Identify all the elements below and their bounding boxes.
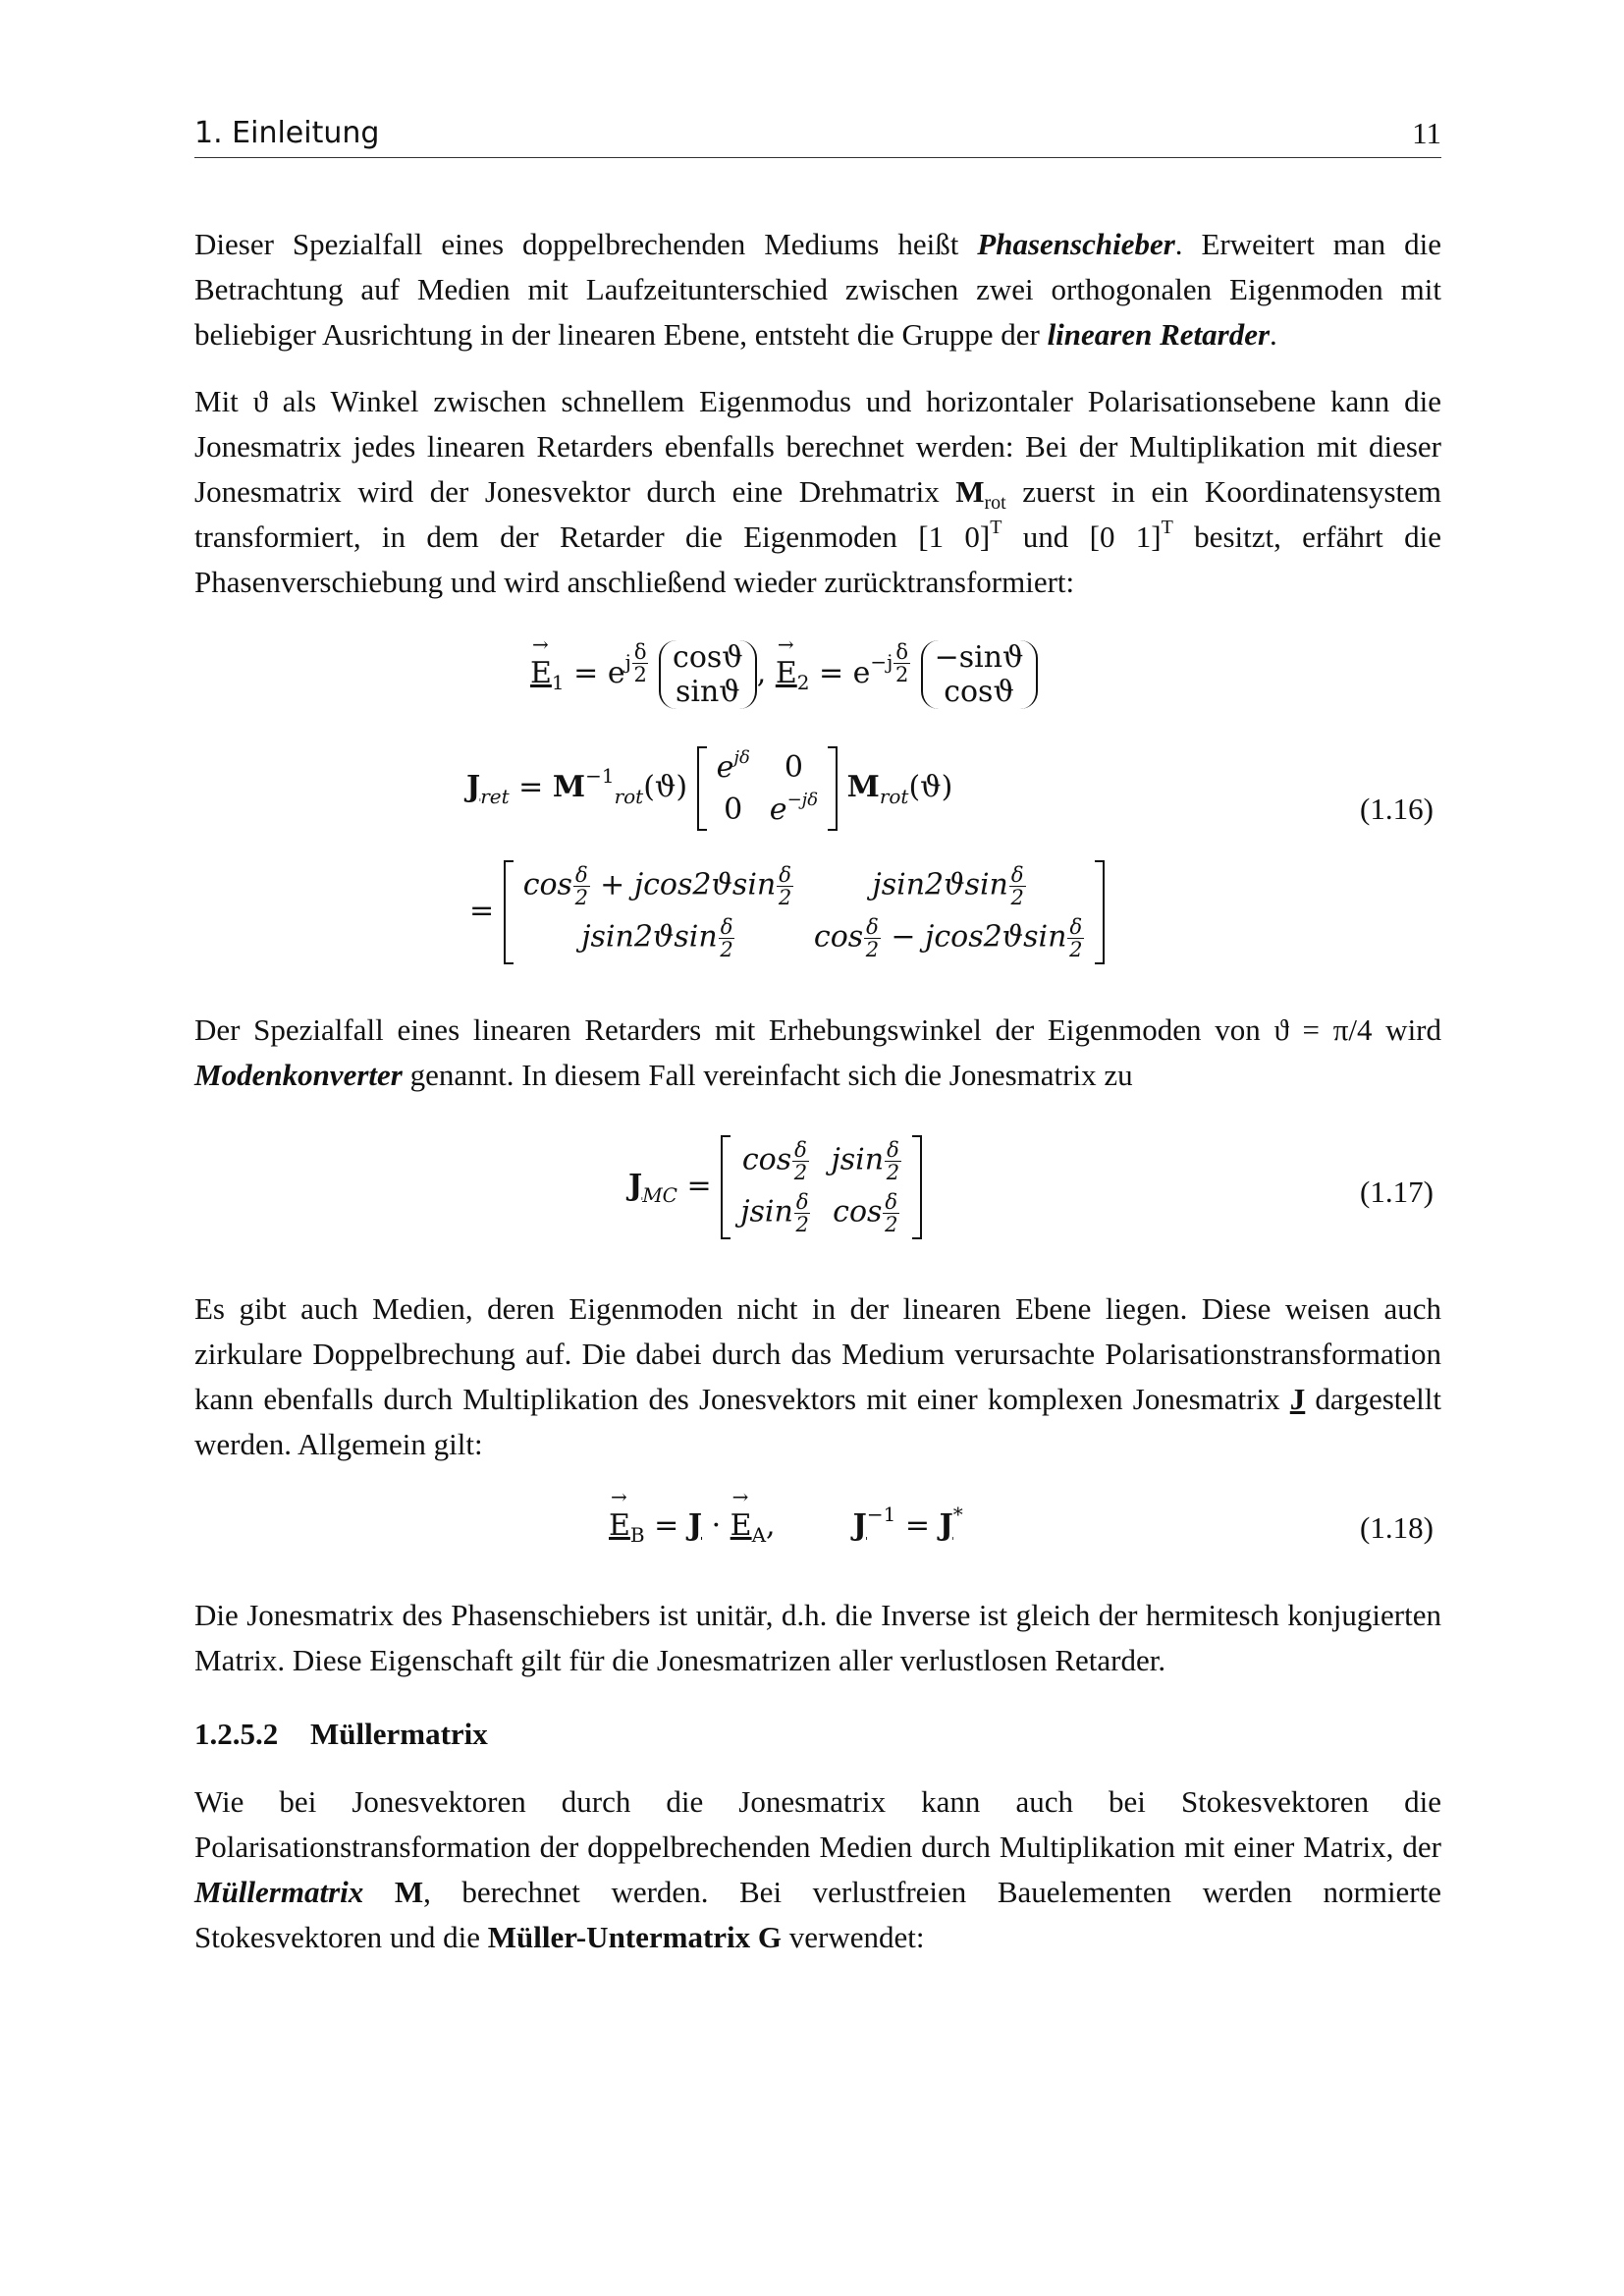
equation-1-18: → $E_B = J$ · → $E_A$, $J^{-1} = J^*$ (609, 1508, 963, 1543)
text: e (769, 793, 787, 827)
cell (514, 860, 804, 912)
text: Die Jonesmatrix des Phasenschiebers ist unitär, d.h. die Inverse ist gleich der hermitesch konjugierten Matrix. Diese Eigenschaft gilt für die Jonesmatrizen aller verlustlosen Retarder. (194, 1598, 1441, 1677)
cell: 0 (724, 793, 743, 827)
term-mueller-untermatrix: Müller-Untermatrix G (487, 1920, 783, 1954)
phase-matrix (697, 746, 838, 831)
numerator: δ (720, 915, 733, 939)
paragraph-muellermatrix (194, 1779, 1441, 1960)
denominator: 2 (793, 1161, 808, 1184)
m-symbol: M (552, 770, 586, 804)
text: e (716, 750, 734, 785)
superscript: −1 (866, 1503, 896, 1526)
text: besitzt, erfährt die Phasenverschiebung und wird anschließend wieder zurücktransformiert: (194, 519, 1441, 599)
paragraph-unitaer (194, 1593, 1441, 1683)
jones-matrix-retarder (504, 860, 1105, 964)
fraction (632, 641, 649, 685)
cell (707, 746, 760, 789)
denominator: 2 (574, 886, 588, 909)
denominator: 2 (886, 1161, 900, 1184)
section-number: 1.2.5.2 (194, 1717, 279, 1751)
symbol-j: J (1289, 1382, 1306, 1416)
running-header (194, 116, 1441, 158)
denominator: 2 (720, 938, 733, 961)
exponent: jδ (733, 747, 750, 768)
equation-1-16-line2: $J_{ret} = M^{-1}_{rot}(ϑ)$ $e^{j\delta}$ 0 0 $e^{-j\delta}$ $M_{rot}(ϑ)$ (466, 746, 952, 831)
superscript: * (952, 1503, 963, 1526)
cell (804, 912, 1095, 964)
text: + jcos2ϑsin (600, 867, 777, 902)
fraction (794, 1191, 811, 1235)
text: jsin2ϑsin (581, 919, 718, 955)
term-muellermatrix: Müllermatrix (194, 1875, 364, 1909)
superscript: −1 (585, 764, 615, 788)
fraction (864, 916, 881, 960)
text: cos (813, 919, 864, 955)
denominator: 2 (795, 1213, 809, 1236)
exponent: j (624, 650, 631, 674)
text: und [0 1] (1001, 519, 1162, 554)
fraction (883, 1191, 899, 1235)
chapter-title: 1. Einleitung (194, 116, 380, 150)
j-symbol: J (687, 1508, 703, 1543)
vector-1 (659, 640, 757, 709)
equation-number-1-16: (1.16) (1360, 792, 1434, 826)
fraction (1009, 864, 1026, 908)
subscript: rot (614, 785, 644, 808)
cell (514, 912, 804, 964)
term-linearen-retarder: linearen Retarder (1047, 317, 1271, 352)
denominator: 2 (1069, 938, 1083, 961)
cell (731, 1135, 821, 1187)
j-symbol: J (628, 1169, 643, 1203)
text: Mit ϑ als Winkel zwischen schnellem Eigenmodus und horizontaler Polarisationsebene kann die Jonesmatrix jedes linearen Retarders ebenfalls berechnet werden: Bei der Multiplikation mit dieser Jonesmatrix wird der Jonesvektor durch eine Drehmatrix (194, 384, 1441, 509)
ea-symbol: → E (731, 1508, 752, 1543)
page-number: 11 (1412, 116, 1441, 150)
text: . (1270, 317, 1277, 352)
text: Es gibt auch Medien, deren Eigenmoden nicht in der linearen Ebene liegen. Diese weisen auch zirkulare Doppelbrechung auf. Die dabei durch das Medium verursachte Polarisationstransformation kann ebenfalls durch Multiplikation des Jonesvektors mit einer komplexen Jonesmatrix (194, 1291, 1441, 1416)
equation-1-16-line3: = cos $\frac{\delta}{2}$ + jcos2ϑsin $\frac{\delta}{2}$ jsin2ϑsin $\frac{\delta}{2}$ jsin2ϑsin $\frac{\delta}{2}$ cos $\frac{\delta}{2}$ − jcos2ϑsin $\frac{\delta}{2}$ (469, 860, 1105, 964)
text: cos (833, 1194, 883, 1230)
subscript: rot (879, 785, 909, 808)
subscript: ret (480, 785, 510, 808)
j-symbol: J (852, 1508, 867, 1543)
text: dargestellt werden. Allgemein gilt: (194, 1382, 1441, 1461)
fraction (792, 1139, 809, 1183)
fraction (777, 864, 793, 908)
numerator: δ (887, 1138, 899, 1162)
superscript: T (990, 516, 1002, 538)
paragraph-phasenschieber (194, 222, 1441, 357)
term-phasenschieber: Phasenschieber (977, 227, 1175, 261)
cell: cosϑ (673, 640, 743, 675)
text: , berechnet werden. Bei verlustfreien Bauelementen werden normierte Stokesvektoren und die (194, 1875, 1442, 1954)
fraction (885, 1139, 901, 1183)
numerator: δ (885, 1190, 898, 1214)
cell (760, 789, 828, 831)
text: − jcos2ϑsin (891, 919, 1067, 955)
numerator: δ (1069, 915, 1083, 939)
equation-1-17: $J_{MC}$ = cos $\frac{\delta}{2}$ jsin $\frac{\delta}{2}$ jsin $\frac{\delta}{2}$ cos $\frac{\delta}{2}$ (628, 1135, 922, 1239)
subscript: 2 (796, 671, 810, 694)
text: Wie bei Jonesvektoren durch die Jonesmatrix kann auch bei Stokesvektoren die Polarisationstransformation der doppelbrechenden Medien durch Multiplikation mit einer Matrix, der (194, 1784, 1441, 1864)
j-symbol: J (939, 1508, 953, 1543)
numerator: δ (574, 863, 588, 887)
numerator: δ (779, 863, 791, 887)
subscript: MC (642, 1183, 677, 1207)
subscript: 1 (551, 671, 565, 694)
fraction (573, 864, 590, 908)
text: verwendet: (782, 1920, 925, 1954)
text: jsin2ϑsin (872, 867, 1008, 902)
numerator: δ (1010, 863, 1024, 887)
subscript: rot (984, 492, 1006, 515)
section-title: Müllermatrix (310, 1717, 488, 1751)
numerator: δ (794, 1138, 807, 1162)
denominator: 2 (895, 663, 909, 686)
e1-symbol: → E (530, 656, 552, 690)
denominator: 2 (633, 663, 647, 686)
j-symbol: J (466, 770, 481, 804)
equation-1-16-line1: → $E_1 = e^{j \frac{\delta}{2}}$ cosϑ sinϑ , → $E_2 = e^{-j \frac{\delta}{2}}$ −sinϑ cosϑ (530, 640, 1038, 709)
numerator: δ (633, 640, 647, 664)
exponent: −j (870, 650, 893, 674)
cell: −sinϑ (934, 640, 1024, 675)
argument: (ϑ) (908, 770, 953, 804)
fraction (1067, 916, 1084, 960)
denominator: 2 (865, 938, 880, 961)
equation-number-1-17: (1.17) (1360, 1175, 1434, 1209)
paragraph-zirkulare-doppelbrechung (194, 1286, 1441, 1467)
fraction (719, 916, 735, 960)
numerator: δ (866, 915, 879, 939)
vector-2 (921, 640, 1038, 709)
denominator: 2 (1010, 886, 1024, 909)
fraction (893, 641, 910, 685)
cell (821, 1135, 911, 1187)
eb-symbol: → E (609, 1508, 630, 1543)
text: Der Spezialfall eines linearen Retarders mit Erhebungswinkel der Eigenmoden von ϑ = π/4 wird (194, 1012, 1441, 1047)
cell: 0 (784, 750, 803, 785)
paragraph-modenkonverter (194, 1008, 1441, 1098)
e2-symbol: → E (776, 656, 797, 690)
argument: (ϑ) (643, 770, 688, 804)
term-modenkonverter: Modenkonverter (194, 1058, 403, 1092)
section-heading (194, 1717, 488, 1752)
denominator: 2 (885, 1213, 898, 1236)
jones-matrix-modenkonverter (721, 1135, 922, 1239)
cell (804, 860, 1095, 912)
cell: sinϑ (675, 675, 740, 709)
numerator: δ (895, 640, 909, 664)
text (363, 1875, 395, 1909)
equation-number-1-18: (1.18) (1360, 1510, 1434, 1545)
text: . Erweitert man die Betrachtung auf Medien mit Laufzeitunterschied zwischen zwei orthogonalen Eigenmoden mit beliebiger Ausrichtung in der linearen Ebene, entsteht die Gruppe der (194, 227, 1441, 352)
text: jsin (740, 1194, 793, 1230)
text: cos (741, 1142, 792, 1177)
subscript: A (751, 1523, 767, 1547)
dot-operator: · (711, 1508, 722, 1543)
text: cos (522, 867, 572, 902)
exponent: −jδ (786, 790, 819, 810)
superscript: T (1161, 516, 1173, 538)
cell: cosϑ (944, 675, 1014, 709)
text: jsin (831, 1142, 885, 1177)
symbol-m: M (394, 1875, 424, 1909)
cell (731, 1187, 821, 1239)
numerator: δ (795, 1190, 809, 1214)
text: genannt. In diesem Fall vereinfacht sich die Jonesmatrix zu (402, 1058, 1133, 1092)
text: zuerst in ein Koordinatensystem transformiert, in dem der Retarder die Eigenmoden [1 0] (194, 474, 1441, 554)
denominator: 2 (778, 886, 792, 909)
paragraph-drehmatrix (194, 379, 1441, 605)
cell (821, 1187, 911, 1239)
text: Dieser Spezialfall eines doppelbrechenden Mediums heißt (194, 227, 978, 261)
subscript: B (629, 1523, 645, 1547)
m-symbol: M (846, 770, 880, 804)
symbol-m: M (955, 474, 985, 509)
